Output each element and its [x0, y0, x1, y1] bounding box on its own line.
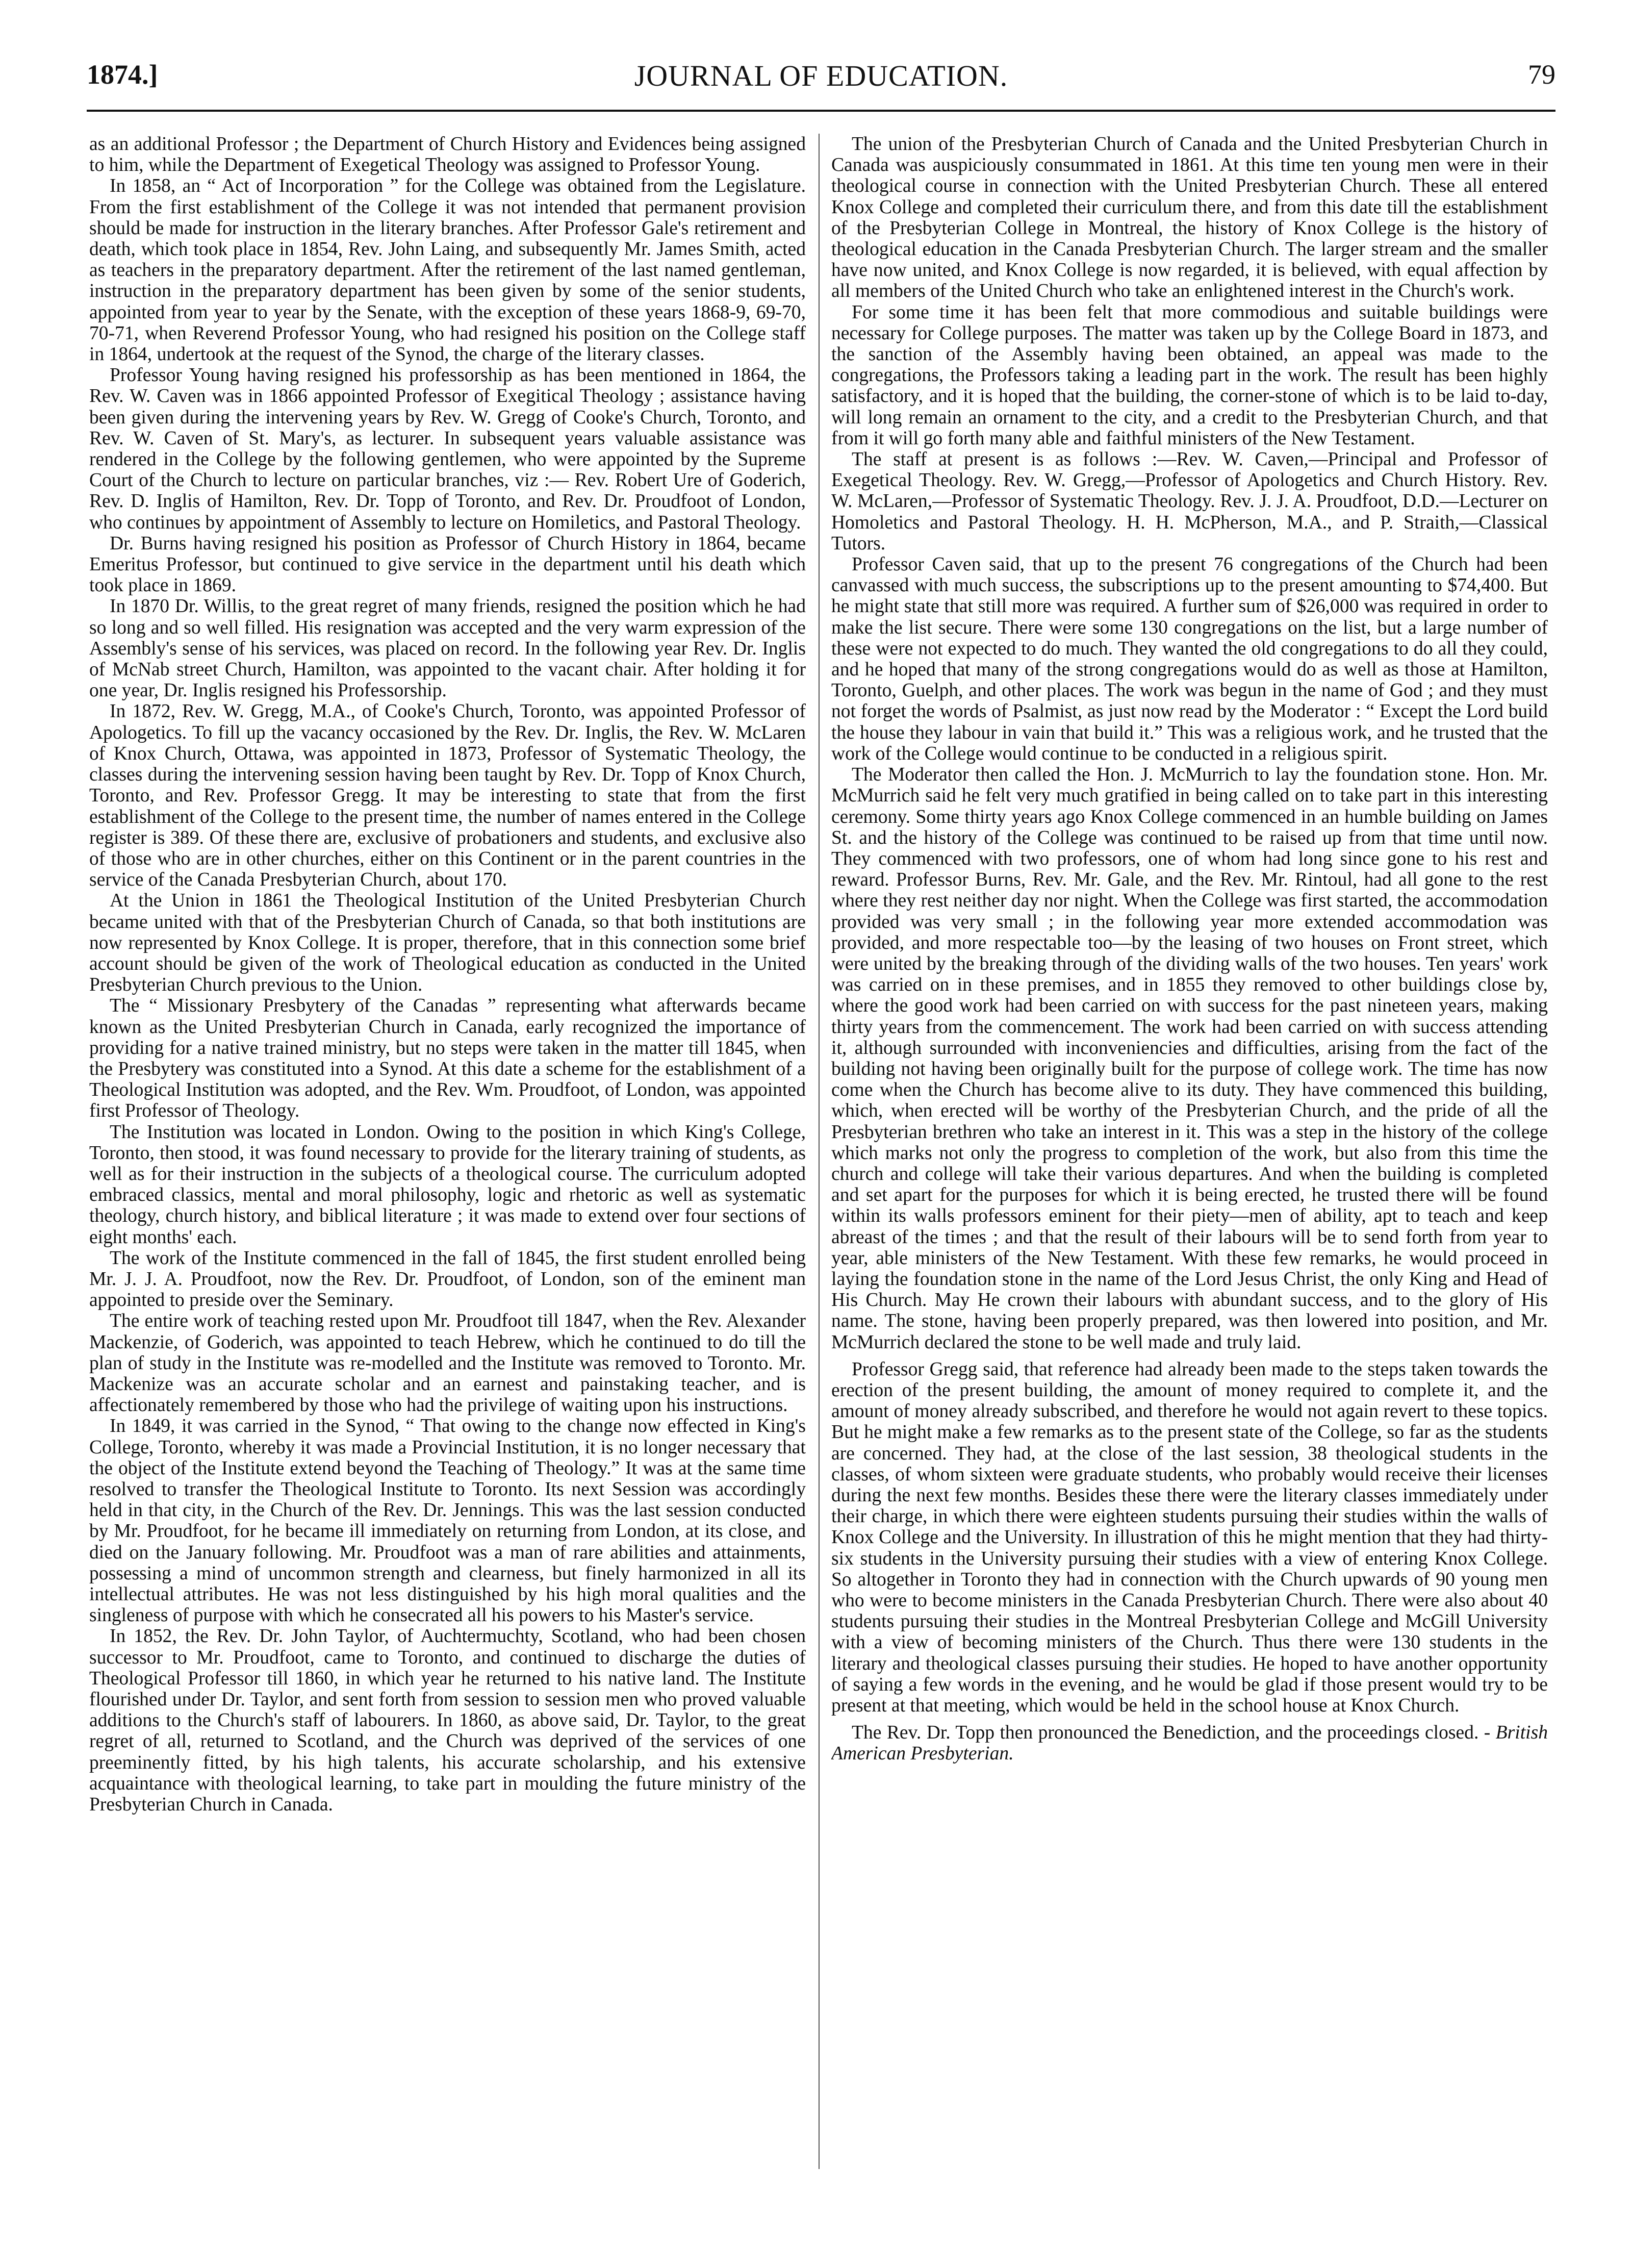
paragraph: The work of the Institute commenced in the fall of 1845, the first student enrolled being Mr. J. J. A. Proudfoot, now the Rev. Dr. Proudfoot, of London, son of the eminent man appointed to preside over the Seminary. — [89, 1247, 806, 1311]
paragraph: as an additional Professor ; the Department of Church History and Evidences being assigned to him, while the Department of Exegetical Theology was assigned to Professor Young. — [89, 134, 806, 176]
paragraph: In 1858, an “ Act of Incorporation ” for the College was obtained from the Legislature. From the first establishment of the College it was not intended that permanent provision should be made for instruction in the literary branches. After Professor Gale's retirement and death, which took place in 1854, Rev. John Laing, and subsequently Mr. James Smith, acted as teachers in the preparatory department. After the retirement of the last named gentleman, instruction in the preparatory department has been given by some of the senior students, appointed from year to year by the Senate, with the exception of these years 1868-9, 69-70, 70-71, when Reverend Professor Young, who had resigned his position on the College staff in 1864, undertook at the request of the Synod, the charge of the literary classes. — [89, 175, 806, 365]
paragraph: For some time it has been felt that more commodious and suitable buildings were necessary for College purposes. The matter was taken up by the College Board in 1873, and the sanction of the Assembly having been obtained, an appeal was made to the congregations, the Professors taking a leading part in the work. The result has been highly satisfactory, and it is hoped that the building, the corner-stone of which is to be laid to-day, will long remain an ornament to the city, and a credit to the Presbyterian Church, and that from it will go forth many able and faithful ministers of the New Testament. — [831, 301, 1548, 449]
paragraph: In 1849, it was carried in the Synod, “ That owing to the change now effected in King's College, Toronto, whereby it was made a Provincial Institution, it is no longer necessary that the object of the Institute extend beyond the Teaching of Theology.” It was at the same time resolved to transfer the Theological Institute to Toronto. Its next Session was accordingly held in that city, in the Church of the Rev. Dr. Jennings. This was the last session conducted by Mr. Proudfoot, for he became ill immediately on returning from London, at its close, and died on the January following. Mr. Proudfoot was a man of rare abilities and attainments, possessing a mind of uncommon strength and clearness, but finely harmonized in all its intellectual attributes. He was not less distinguished by his high moral qualities and the singleness of purpose with which he consecrated all his powers to his Master's service. — [89, 1416, 806, 1626]
paragraph: In 1852, the Rev. Dr. John Taylor, of Auchtermuchty, Scotland, who had been chosen successor to Mr. Proudfoot, came to Toronto, and continued to discharge the duties of Theological Professor till 1860, in which year he returned to his native land. The Institute flourished under Dr. Taylor, and sent forth from session to session men who proved valuable additions to the Church's staff of labourers. In 1860, as above said, Dr. Taylor, to the great regret of all, returned to Scotland, and the Church was deprived of the services of one preeminently fitted, by his high talents, his accurate scholarship, and his extensive acquaintance with theological learning, to take part in moulding the future ministry of the Presbyterian Church in Canada. — [89, 1626, 806, 1816]
paragraph: Professor Caven said, that up to the present 76 congregations of the Church had been canvassed with much success, the subscriptions up to the present amounting to $74,400. But he might state that still more was required. A further sum of $26,000 was required in order to make the list secure. There were some 130 congregations on the list, but a large number of these were not expected to do much. They wanted the old congregations to do all they could, and he hoped that many of the strong congregations would do as well as those at Hamilton, Toronto, Guelph, and other places. The work was begun in the name of God ; and they must not forget the words of Psalmist, as just now read by the Moderator : “ Except the Lord build the house they labour in vain that build it.” This was a religious work, and he trusted that the work of the College would continue to be conducted in a religious spirit. — [831, 554, 1548, 764]
paragraph: At the Union in 1861 the Theological Institution of the United Presbyterian Church became united with that of the Presbyterian Church of Canada, so that both institutions are now represented by Knox College. It is proper, therefore, that in this connection some brief account should be given of the work of Theological education as conducted in the United Presbyterian Church previous to the Union. — [89, 890, 806, 996]
source-attribution: - British American Presbyterian. — [831, 1722, 1548, 1765]
paragraph: In 1870 Dr. Willis, to the great regret of many friends, resigned the position which he had so long and so well filled. His resignation was accepted and the very warm expression of the Assembly's sense of his services, was placed on record. In the following year Rev. Dr. Inglis of McNab street Church, Hamilton, was appointed to the vacant chair. After holding it for one year, Dr. Inglis resigned his Professorship. — [89, 596, 806, 701]
paragraph: The entire work of teaching rested upon Mr. Proudfoot till 1847, when the Rev. Alexander Mackenzie, of Goderich, was appointed to teach Hebrew, which he continued to do till the plan of study in the Institute was re-modelled and the Institute was removed to Toronto. Mr. Mackenize was an accurate scholar and an earnest and painstaking teacher, and is affectionately remembered by those who had the privilege of waiting upon his instructions. — [89, 1311, 806, 1416]
header-year: 1874.] — [87, 59, 158, 90]
page-number: 79 — [1528, 59, 1555, 90]
closing-text: The Rev. Dr. Topp then pronounced the Benediction, and the proceedings closed. — [852, 1722, 1479, 1744]
paragraph: In 1872, Rev. W. Gregg, M.A., of Cooke's Church, Toronto, was appointed Professor of Apologetics. To fill up the vacancy occasioned by the Rev. Dr. Inglis, the Rev. W. McLaren of Knox Church, Ottawa, was appointed in 1873, Professor of Systematic Theology, the classes during the intervening session having been taught by Rev. Dr. Topp of Knox Church, Toronto, and Rev. Professor Gregg. It may be interesting to state that from the first establishment of the College to the present time, the number of names entered in the College register is 389. Of these there are, exclusive of probationers and students, and exclusive also of those who are in other churches, either on this Continent or in the parent countries in the service of the Canada Presbyterian Church, about 170. — [89, 701, 806, 891]
paragraph: The Institution was located in London. Owing to the position in which King's College, Toronto, then stood, it was found necessary to provide for the literary training of students, as well as for their instruction in the subjects of a theological course. The curriculum adopted embraced classics, mental and moral philosophy, logic and rhetoric as well as systematic theology, church history, and biblical literature ; it was made to extend over four sections of eight months' each. — [89, 1121, 806, 1248]
paragraph: Dr. Burns having resigned his position as Professor of Church History in 1864, became Emeritus Professor, but continued to give service in the department until his death which took place in 1869. — [89, 533, 806, 596]
right-column — [831, 134, 1548, 2169]
paragraph: The staff at present is as follows :—Rev. W. Caven,—Principal and Professor of Exegetical Theology. Rev. W. Gregg,—Professor of Apologetics and Church History. Rev. W. McLaren,—Professor of Systematic Theology. Rev. J. J. A. Proudfoot, D.D.—Lecturer on Homoletics and Pastoral Theology. H. H. McPherson, M.A., and P. Straith,—Classical Tutors. — [831, 449, 1548, 554]
closing-paragraph — [831, 1722, 1548, 1764]
paragraph: Professor Young having resigned his professorship as has been mentioned in 1864, the Rev. W. Caven was in 1866 appointed Professor of Exegitical Theology ; assistance having been given during the intervening years by Rev. W. Gregg of Cooke's Church, Toronto, and Rev. W. Caven of St. Mary's, as lecturer. In subsequent years valuable assistance was rendered in the College by the following gentlemen, who were appointed by the Supreme Court of the Church to lecture on particular branches, viz :— Rev. Robert Ure of Goderich, Rev. D. Inglis of Hamilton, Rev. Dr. Topp of Toronto, and Rev. Dr. Proudfoot of London, who continues by appointment of Assembly to lecture on Homiletics, and Pastoral Theology. — [89, 365, 806, 533]
left-column — [89, 134, 806, 2169]
paragraph: Professor Gregg said, that reference had already been made to the steps taken towards the erection of the present building, the amount of money required to complete it, and the amount of money already subscribed, and therefore he would not again revert to these topics. But he might make a few remarks as to the present state of the College, so far as the students are concerned. They had, at the close of the last session, 38 theological students in the classes, of whom sixteen were graduate students, who probably would receive their licenses during the next few months. Besides these there were the literary classes immediately under their charge, in which there were eighteen students pursuing their studies within the walls of Knox College and the University. In illustration of this he might mention that they had thirty-six students in the University pursuing their studies with a view of entering Knox College. So altogether in Toronto they had in connection with the Church upwards of 90 young men who were to become ministers in the Canada Presbyterian Church. There were also about 40 students pursuing their studies in the Montreal Presbyterian College and McGill University with a view of becoming ministers of the Church. Thus there were 130 students in the literary and theological classes pursuing their studies. He hoped to have another opportunity of saying a few words in the evening, and he would be glad if those present would try to be present at that meeting, which would be held in the school house at Knox Church. — [831, 1358, 1548, 1717]
paragraph: The Moderator then called the Hon. J. McMurrich to lay the foundation stone. Hon. Mr. McMurrich said he felt very much gratified in being called on to take part in this interesting ceremony. Some thirty years ago Knox College commenced in an humble building on James St. and the history of the College was continued to be raised up from that time until now. They commenced with two professors, one of whom had long since gone to his rest and reward. Professor Burns, Rev. Mr. Gale, and the Rev. Mr. Rintoul, had all gone to the rest where they rest neither day nor night. When the College was first started, the accommodation provided was very small ; in the following year more extended accommodation was provided, and more respectable too—by the leasing of two houses on Front street, which were united by the breaking through of the dividing walls of the two houses. Ten years' work was carried on in these premises, and in 1855 they removed to other buildings close by, where the good work had been carried on with success for the past nineteen years, making thirty years from the commencement. The work had been carried on with success attending it, although surrounded with inconveniencies and difficulties, arising from the fact of the building not having been originally built for the purpose of college work. The time has now come when the Church has become alive to its duty. They have commenced this building, which, when erected will be worthy of the Presbyterian Church, and the pride of all the Presbyterian brethren who take an interest in it. This was a step in the history of the college which marks not only the progress to completion of the work, but also from this time the church and college will take their various departures. And when the building is completed and set apart for the purposes for which it is being erected, he trusted there will be found within its walls professors eminent for their piety—men of ability, apt to teach and keep abreast of the times ; and that the result of their labours will be to send forth from year to year, able ministers of the New Testament. With these few remarks, he would proceed in laying the foundation stone in the name of the Lord Jesus Christ, the only King and Head of His Church. May He crown their labours with abundant success, and to the glory of His name. The stone, having been properly prepared, was then lowered into position, and Mr. McMurrich declared the stone to be well made and truly laid. — [831, 764, 1548, 1353]
journal-title: JOURNAL OF EDUCATION. — [634, 59, 1008, 92]
paragraph: The union of the Presbyterian Church of Canada and the United Presbyterian Church in Canada was auspiciously consummated in 1861. At this time ten young men were in their theological course in connection with the United Presbyterian Church. These all entered Knox College and completed their curriculum there, and from this date till the establishment of the Presbyterian College in Montreal, the history of Knox College is the history of theological education in the Canada Presbyterian Church. The larger stream and the smaller have now united, and Knox College is now regarded, it is believed, with equal affection by all members of the United Church who take an enlightened interest in the Church's work. — [831, 134, 1548, 302]
paragraph: The “ Missionary Presbytery of the Canadas ” representing what afterwards became known as the United Presbyterian Church in Canada, early recognized the importance of providing for a native trained ministry, but no steps were taken in the matter till 1845, when the Presbytery was constituted into a Synod. At this date a scheme for the establishment of a Theological Institution was adopted, and the Rev. Wm. Proudfoot, of London, was appointed first Professor of Theology. — [89, 995, 806, 1122]
running-header — [87, 54, 1555, 112]
column-divider — [819, 134, 820, 2169]
